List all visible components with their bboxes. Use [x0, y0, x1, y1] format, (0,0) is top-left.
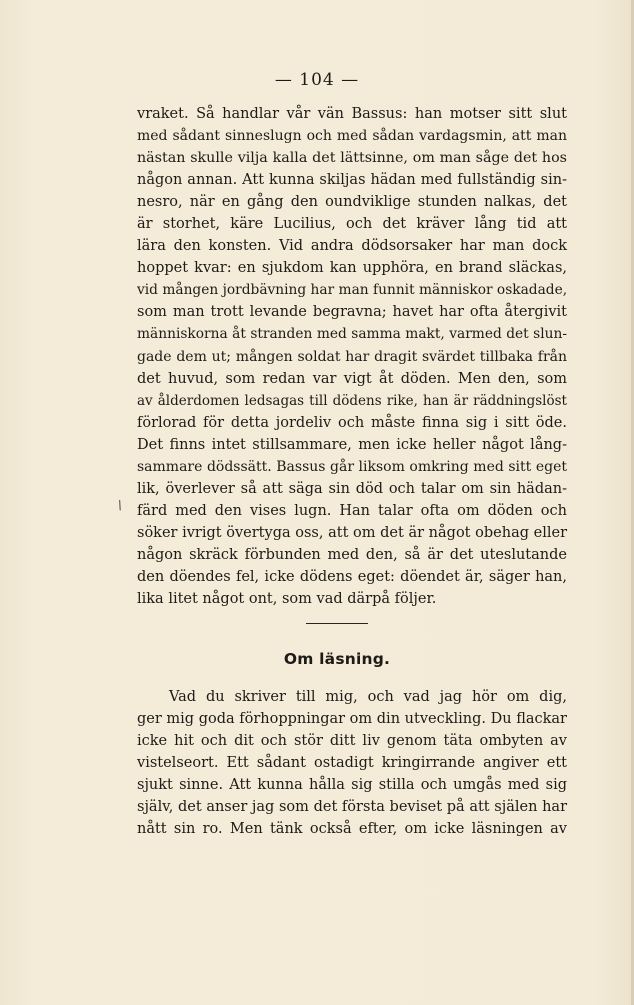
text-line: förlorad för detta jordeliv och måste finna sig i sitt öde.	[137, 414, 567, 431]
paragraph-1	[137, 103, 567, 610]
text-line: själv, det anser jag som det första beviset på att själen har	[137, 799, 567, 816]
page-number: — 104 —	[274, 70, 360, 90]
text-line: vraket. Så handlar vår vän Bassus: han motser sitt slut	[137, 106, 567, 122]
text-line: nesro, när en gång den oundviklige stunden nalkas, det	[137, 194, 567, 211]
paragraph-2	[137, 686, 567, 840]
text-line: sjukt sinne. Att kunna hålla sig stilla och umgås med sig	[137, 777, 567, 794]
text-line: någon annan. Att kunna skiljas hädan med fullständig sin-	[137, 172, 567, 189]
text-line: med sådant sinneslugn och med sådan vardagsmin, att man	[137, 128, 567, 145]
text-line: nått sin ro. Men tänk också efter, om icke läsningen av	[137, 821, 567, 838]
section-heading: Om läsning.	[283, 650, 391, 668]
text-line: som man trott levande begravna; havet har ofta återgivit	[137, 304, 567, 321]
text-line: någon skräck förbunden med den, så är det uteslutande	[137, 546, 567, 563]
text-line: lära den konsten. Vid andra dödsorsaker har man dock	[137, 238, 567, 255]
text-line: Vad du skriver till mig, och vad jag hör om dig,	[169, 689, 567, 705]
text-line: ger mig goda förhoppningar om din utveckling. Du flackar	[137, 711, 567, 728]
text-line: är storhet, käre Lucilius, och det kräver lång tid att	[137, 216, 567, 233]
text-line: hoppet kvar: en sjukdom kan upphöra, en brand släckas,	[137, 260, 567, 277]
text-line: det huvud, som redan var vigt åt döden. Men den, som	[137, 370, 567, 387]
margin-tick-mark: \	[116, 497, 124, 513]
text-line: vistelseort. Ett sådant ostadigt kringirrande angiver ett	[137, 755, 567, 772]
text-line: av ålderdomen ledsagas till dödens rike, han är räddningslöst	[137, 392, 567, 409]
text-line: icke hit och dit och stör ditt liv genom täta ombyten av	[137, 733, 567, 750]
text-line: sammare dödssätt. Bassus går liksom omkring med sitt eget	[137, 458, 567, 475]
text-line: människorna åt stranden med samma makt, varmed det slun-	[137, 326, 567, 343]
text-line: söker ivrigt övertyga oss, att om det är något obehag eller	[137, 524, 567, 541]
text-line: lika litet något ont, som vad därpå följer.	[137, 591, 437, 608]
text-line: Det finns intet stillsammare, men icke heller något lång-	[137, 436, 567, 453]
text-line: gade dem ut; mången soldat har dragit svärdet tillbaka från	[137, 348, 567, 365]
section-divider	[306, 623, 368, 624]
text-line: nästan skulle vilja kalla det lättsinne, om man såge det hos	[137, 150, 567, 167]
text-line: den döendes fel, icke dödens eget: döendet är, säger han,	[137, 568, 567, 585]
text-line: lik, överlever så att säga sin död och talar om sin hädan-	[137, 480, 567, 497]
text-line: vid mången jordbävning har man funnit människor oskadade,	[137, 282, 568, 299]
text-line: färd med den vises lugn. Han talar ofta om döden och	[137, 502, 567, 519]
